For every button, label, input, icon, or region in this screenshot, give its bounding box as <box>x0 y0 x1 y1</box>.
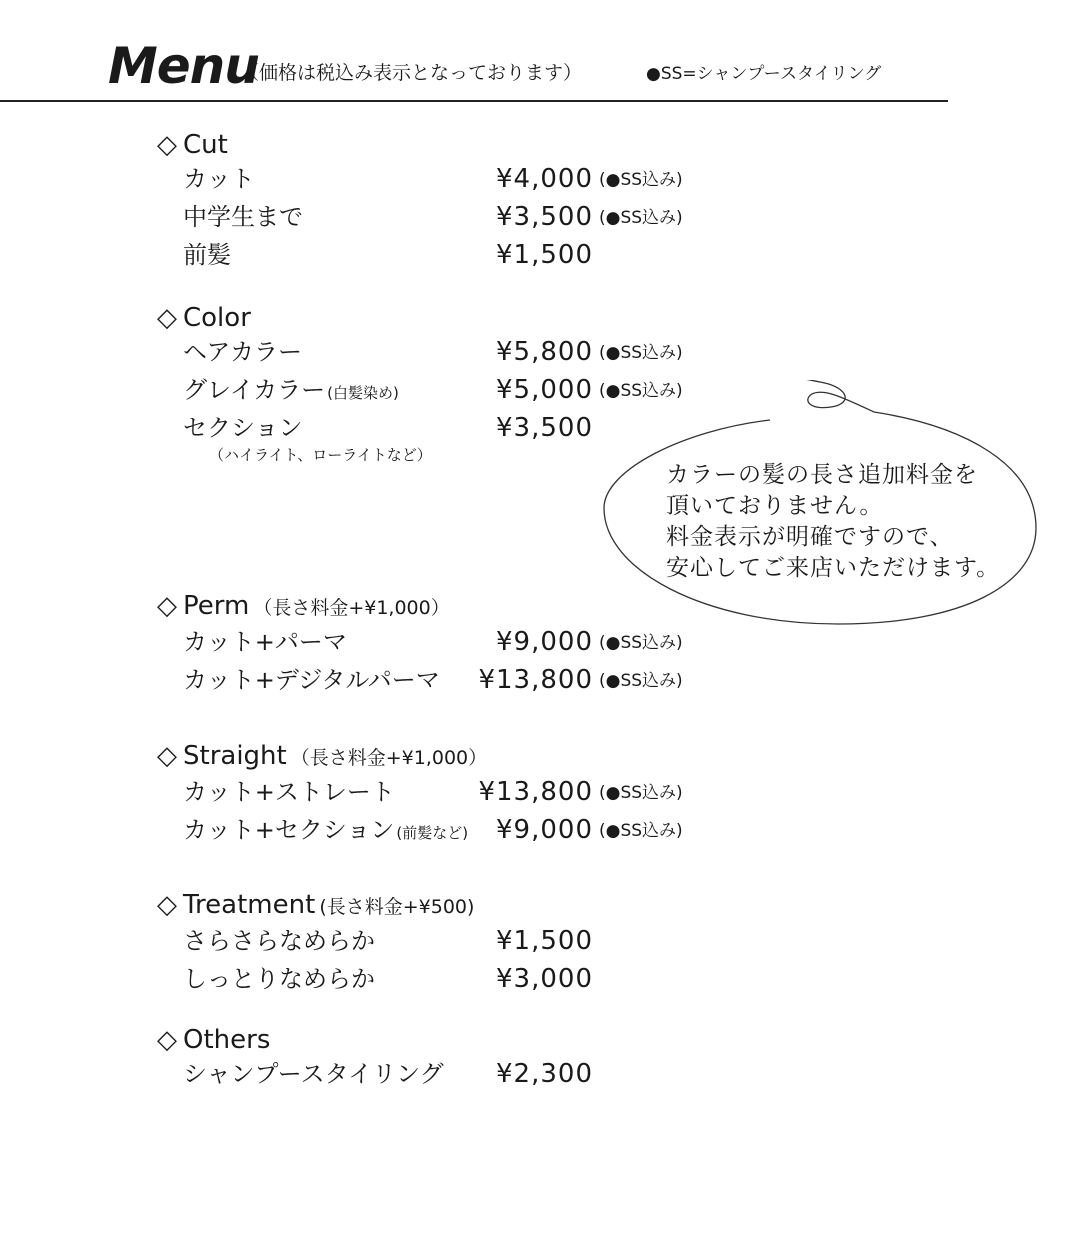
item-name: カット+デジタルパーマ <box>183 666 440 694</box>
item-price: ¥1,500 <box>496 240 593 270</box>
item-note: (●SS込み) <box>599 170 683 190</box>
section-heading <box>157 128 228 162</box>
item-note: (●SS込み) <box>599 208 683 228</box>
section-extra: （長さ料金+¥1,000） <box>253 597 450 619</box>
section-heading <box>157 739 487 775</box>
item-name-sub: (前髪など) <box>396 824 469 842</box>
ss-legend: ●SS=シャンプースタイリング <box>646 64 882 84</box>
item-name: ヘアカラー <box>183 338 303 366</box>
section-heading <box>157 1023 270 1057</box>
item-name-sub: (白髪染め) <box>327 384 399 402</box>
item-price: ¥5,000 <box>496 375 593 405</box>
menu-item <box>157 924 593 962</box>
menu-item <box>157 962 593 1000</box>
item-price: ¥3,000 <box>496 964 593 994</box>
item-price: ¥2,300 <box>496 1059 593 1089</box>
item-price: ¥5,800 <box>496 337 593 367</box>
section-heading <box>157 888 474 924</box>
item-note: (●SS込み) <box>599 633 683 653</box>
item-note: (●SS込み) <box>599 783 683 803</box>
menu-item <box>157 373 683 411</box>
section-name: Straight <box>183 741 287 771</box>
section-extra: （長さ料金+¥1,000） <box>290 747 488 769</box>
bubble-line: 頂いておりません。 <box>666 493 884 519</box>
section-name: Color <box>183 303 251 333</box>
item-name: カット <box>183 165 255 193</box>
item-name-main: グレイカラー <box>183 376 326 404</box>
menu-item <box>157 775 683 813</box>
item-name: 中学生まで <box>183 203 303 231</box>
section-name: Cut <box>183 130 228 160</box>
menu-item <box>157 162 683 200</box>
menu-item <box>157 200 683 238</box>
item-price: ¥9,000 <box>496 815 593 845</box>
item-price: ¥1,500 <box>496 926 593 956</box>
item-name <box>183 813 468 850</box>
item-name-main: カット+セクション <box>183 816 395 844</box>
item-note: (●SS込み) <box>599 671 683 691</box>
item-price: ¥13,800 <box>478 777 593 807</box>
section-name: Treatment <box>183 890 316 920</box>
section-name: Perm <box>183 591 250 621</box>
section-perm <box>157 589 683 701</box>
item-price: ¥13,800 <box>478 665 593 695</box>
tax-note: （価格は税込み表示となっております） <box>240 62 583 84</box>
item-name: シャンプースタイリング <box>183 1060 444 1088</box>
item-price: ¥4,000 <box>496 164 593 194</box>
item-name: セクション <box>183 414 303 442</box>
item-note: (●SS込み) <box>599 343 683 363</box>
menu-item <box>157 238 593 276</box>
diamond-icon: ◇ <box>157 1025 177 1055</box>
item-price: ¥3,500 <box>496 413 593 443</box>
menu-header <box>0 30 948 102</box>
menu-item <box>157 411 593 464</box>
diamond-icon: ◇ <box>157 890 177 920</box>
bubble-line: 安心してご来店いただけます。 <box>666 555 1001 581</box>
page-title: Menu <box>108 37 259 95</box>
section-cut <box>157 128 683 276</box>
menu-item <box>157 335 683 373</box>
menu-item <box>157 1057 593 1095</box>
section-color <box>157 301 683 464</box>
item-sub-note: （ハイライト、ローライトなど） <box>209 446 432 464</box>
diamond-icon: ◇ <box>157 741 177 771</box>
menu-item <box>157 663 683 701</box>
section-others <box>157 1023 593 1095</box>
section-heading <box>157 589 450 625</box>
item-name: 前髪 <box>183 241 231 269</box>
bubble-text <box>666 460 1000 584</box>
menu-item <box>157 813 683 851</box>
item-name <box>183 373 399 410</box>
item-price: ¥9,000 <box>496 627 593 657</box>
bubble-line: カラーの髪の長さ追加料金を <box>666 462 978 488</box>
section-heading <box>157 301 251 335</box>
diamond-icon: ◇ <box>157 130 177 160</box>
menu-item <box>157 625 683 663</box>
item-name: カット+ストレート <box>183 778 395 806</box>
item-name: カット+パーマ <box>183 628 347 656</box>
item-name: さらさらなめらか <box>183 927 375 955</box>
diamond-icon: ◇ <box>157 591 177 621</box>
item-price: ¥3,500 <box>496 202 593 232</box>
section-name: Others <box>183 1025 271 1055</box>
section-extra: (長さ料金+¥500) <box>319 896 475 918</box>
section-treatment <box>157 888 593 1000</box>
diamond-icon: ◇ <box>157 303 177 333</box>
bubble-line: 料金表示が明確ですので、 <box>666 524 954 550</box>
speech-bubble <box>604 410 1036 626</box>
section-straight <box>157 739 683 851</box>
item-name: しっとりなめらか <box>183 965 375 993</box>
item-note: (●SS込み) <box>599 821 683 841</box>
item-note: (●SS込み) <box>599 381 683 401</box>
